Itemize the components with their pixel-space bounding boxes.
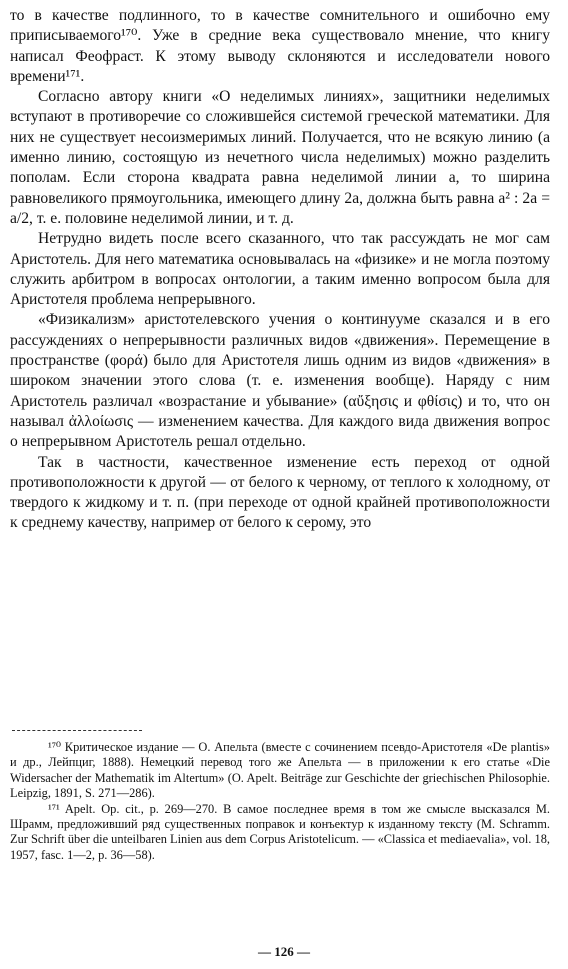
- paragraph-3: Нетрудно видеть после всего сказанного, что так рассуждать не мог сам Аристотель. Для него математика основывалась на «физике» и не могла поэтому служить арбитром в вопросах онтологии, а таким именно вопросом была для Аристотеля проблема непрерывного.: [10, 230, 550, 309]
- paragraph-4: «Физикализм» аристотелевского учения о континууме сказался и в его рассуждениях о непрерывности различных видов «движения». Перемещение в пространстве (φορά) было для Аристотеля лишь одним из видов «движения» в широком значении этого слова (т. е. изменения вообще). Наряду с ним Аристотель различал «возрастание и убывание» (αὔξησις и φθίσις) и то, что он называл ἀλλοίωσις — изменением качества. Для каждого вида движения вопрос о непрерывном Аристотель решал отдельно.: [10, 311, 550, 451]
- footnote-separator: [12, 730, 142, 731]
- footnotes: [10, 740, 550, 863]
- footnote-171: ¹⁷¹ Apelt. Op. cit., p. 269—270. В самое последнее время в том же смысле высказался М. Шрамм, предложивший ряд существенных поправок и конъектур к изданному тексту (M. Schramm. Zur Schrift über die unteilbaren Linien aus dem Corpus Aristotelicum. — «Classica et mediaevalia», vol. 18, 1957, fasc. 1—2, p. 36—58).: [10, 801, 550, 862]
- paragraph-1: то в качестве подлинного, то в качестве сомнительного и ошибочно ему приписываемого¹⁷⁰. Уже в средние века существовало мнение, что книгу написал Феофраст. К этому выводу склоняются и исследователи нового времени¹⁷¹.: [10, 7, 550, 85]
- page-number: — 126 —: [258, 944, 310, 959]
- paragraph-2: Согласно автору книги «О неделимых линиях», защитники неделимых вступают в противоречие со сложившейся системой греческой математики. Для них не существует несоизмеримых линий. Получается, что не всякую линию (а именно линию, состоящую из нечетного числа неделимых) можно разделить пополам. Если сторона квадрата равна неделимой линии a, то ширина равновеликого прямоугольника, имеющего длину 2a, должна быть равна a² : 2a = a/2, т. е. половине неделимой линии, и т. д.: [10, 88, 550, 227]
- footnote-170: ¹⁷⁰ Критическое издание — O. Апельта (вместе с сочинением псевдо-Аристотеля «De plantis» и др., Лейпциг, 1888). Немецкий перевод того же Апельта — в приложении к его статье «Die Widersacher der Mathematik im Altertum» (O. Apelt. Beiträge zur Geschichte der griechischen Philosophie. Leipzig, 1891, S. 271—286).: [10, 740, 550, 801]
- paragraph-5: Так в частности, качественное изменение есть переход от одной противоположности к другой — от белого к черному, от теплого к холодному, от твердого к жидкому и т. п. (при переходе от одной крайней противоположности к среднему качеству, например от белого к серому, это: [10, 453, 550, 532]
- main-text: [10, 6, 550, 534]
